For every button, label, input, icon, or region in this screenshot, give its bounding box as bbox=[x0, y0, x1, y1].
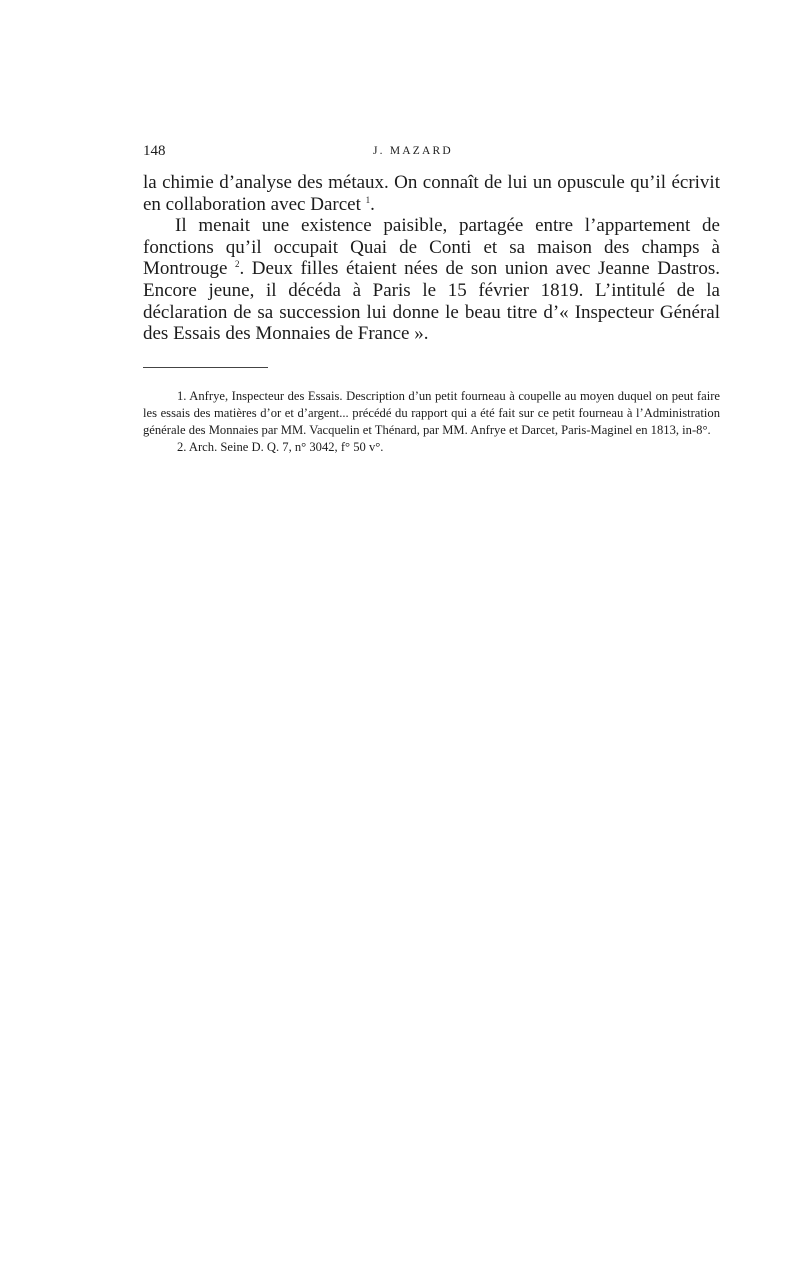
paragraph-1-end: . bbox=[370, 193, 375, 215]
book-page bbox=[143, 140, 720, 456]
running-head bbox=[143, 140, 720, 162]
footnote-ref-1: 1 bbox=[365, 194, 371, 205]
running-title: J. MAZARD bbox=[373, 145, 453, 157]
page-number: 148 bbox=[143, 143, 166, 159]
footnote-ref-2: 2 bbox=[234, 259, 240, 270]
footnote-separator bbox=[143, 367, 268, 368]
paragraph-2-text-b: . Deux filles étaient nées de son union avec Jeanne Dastros. Encore jeune, il décéda à Paris le 15 février 1819. L’intitulé de la déclaration de sa succession lui donne le beau titre d’« Inspecteur Général des Essais des Monnaies de France ». bbox=[143, 258, 720, 345]
paragraph-2 bbox=[143, 215, 720, 345]
paragraph-2-text-a: Il menait une existence paisible, partagée entre l’appartement de fonctions qu’il occupait Quai de Conti et sa maison des champs à Montrouge bbox=[143, 215, 720, 280]
footnote-2: 2. Arch. Seine D. Q. 7, n° 3042, f° 50 v°. bbox=[177, 439, 384, 454]
paragraph-1 bbox=[143, 172, 720, 215]
footnotes bbox=[143, 388, 720, 456]
footnote-1: 1. Anfrye, Inspecteur des Essais. Description d’un petit fourneau à coupelle au moyen duquel on peut faire les essais des matières d’or et d’argent... précédé du rapport qui a été fait sur ce petit fourneau à l’Administration générale des Monnaies par MM. Vacquelin et Thénard, par MM. Anfrye et Darcet, Paris-Maginel en 1813, in-8°. bbox=[143, 388, 720, 437]
paragraph-1-text: la chimie d’analyse des métaux. On connaît de lui un opuscule qu’il écrivit en collaboration avec Darcet bbox=[143, 172, 720, 215]
body-text bbox=[143, 172, 720, 345]
